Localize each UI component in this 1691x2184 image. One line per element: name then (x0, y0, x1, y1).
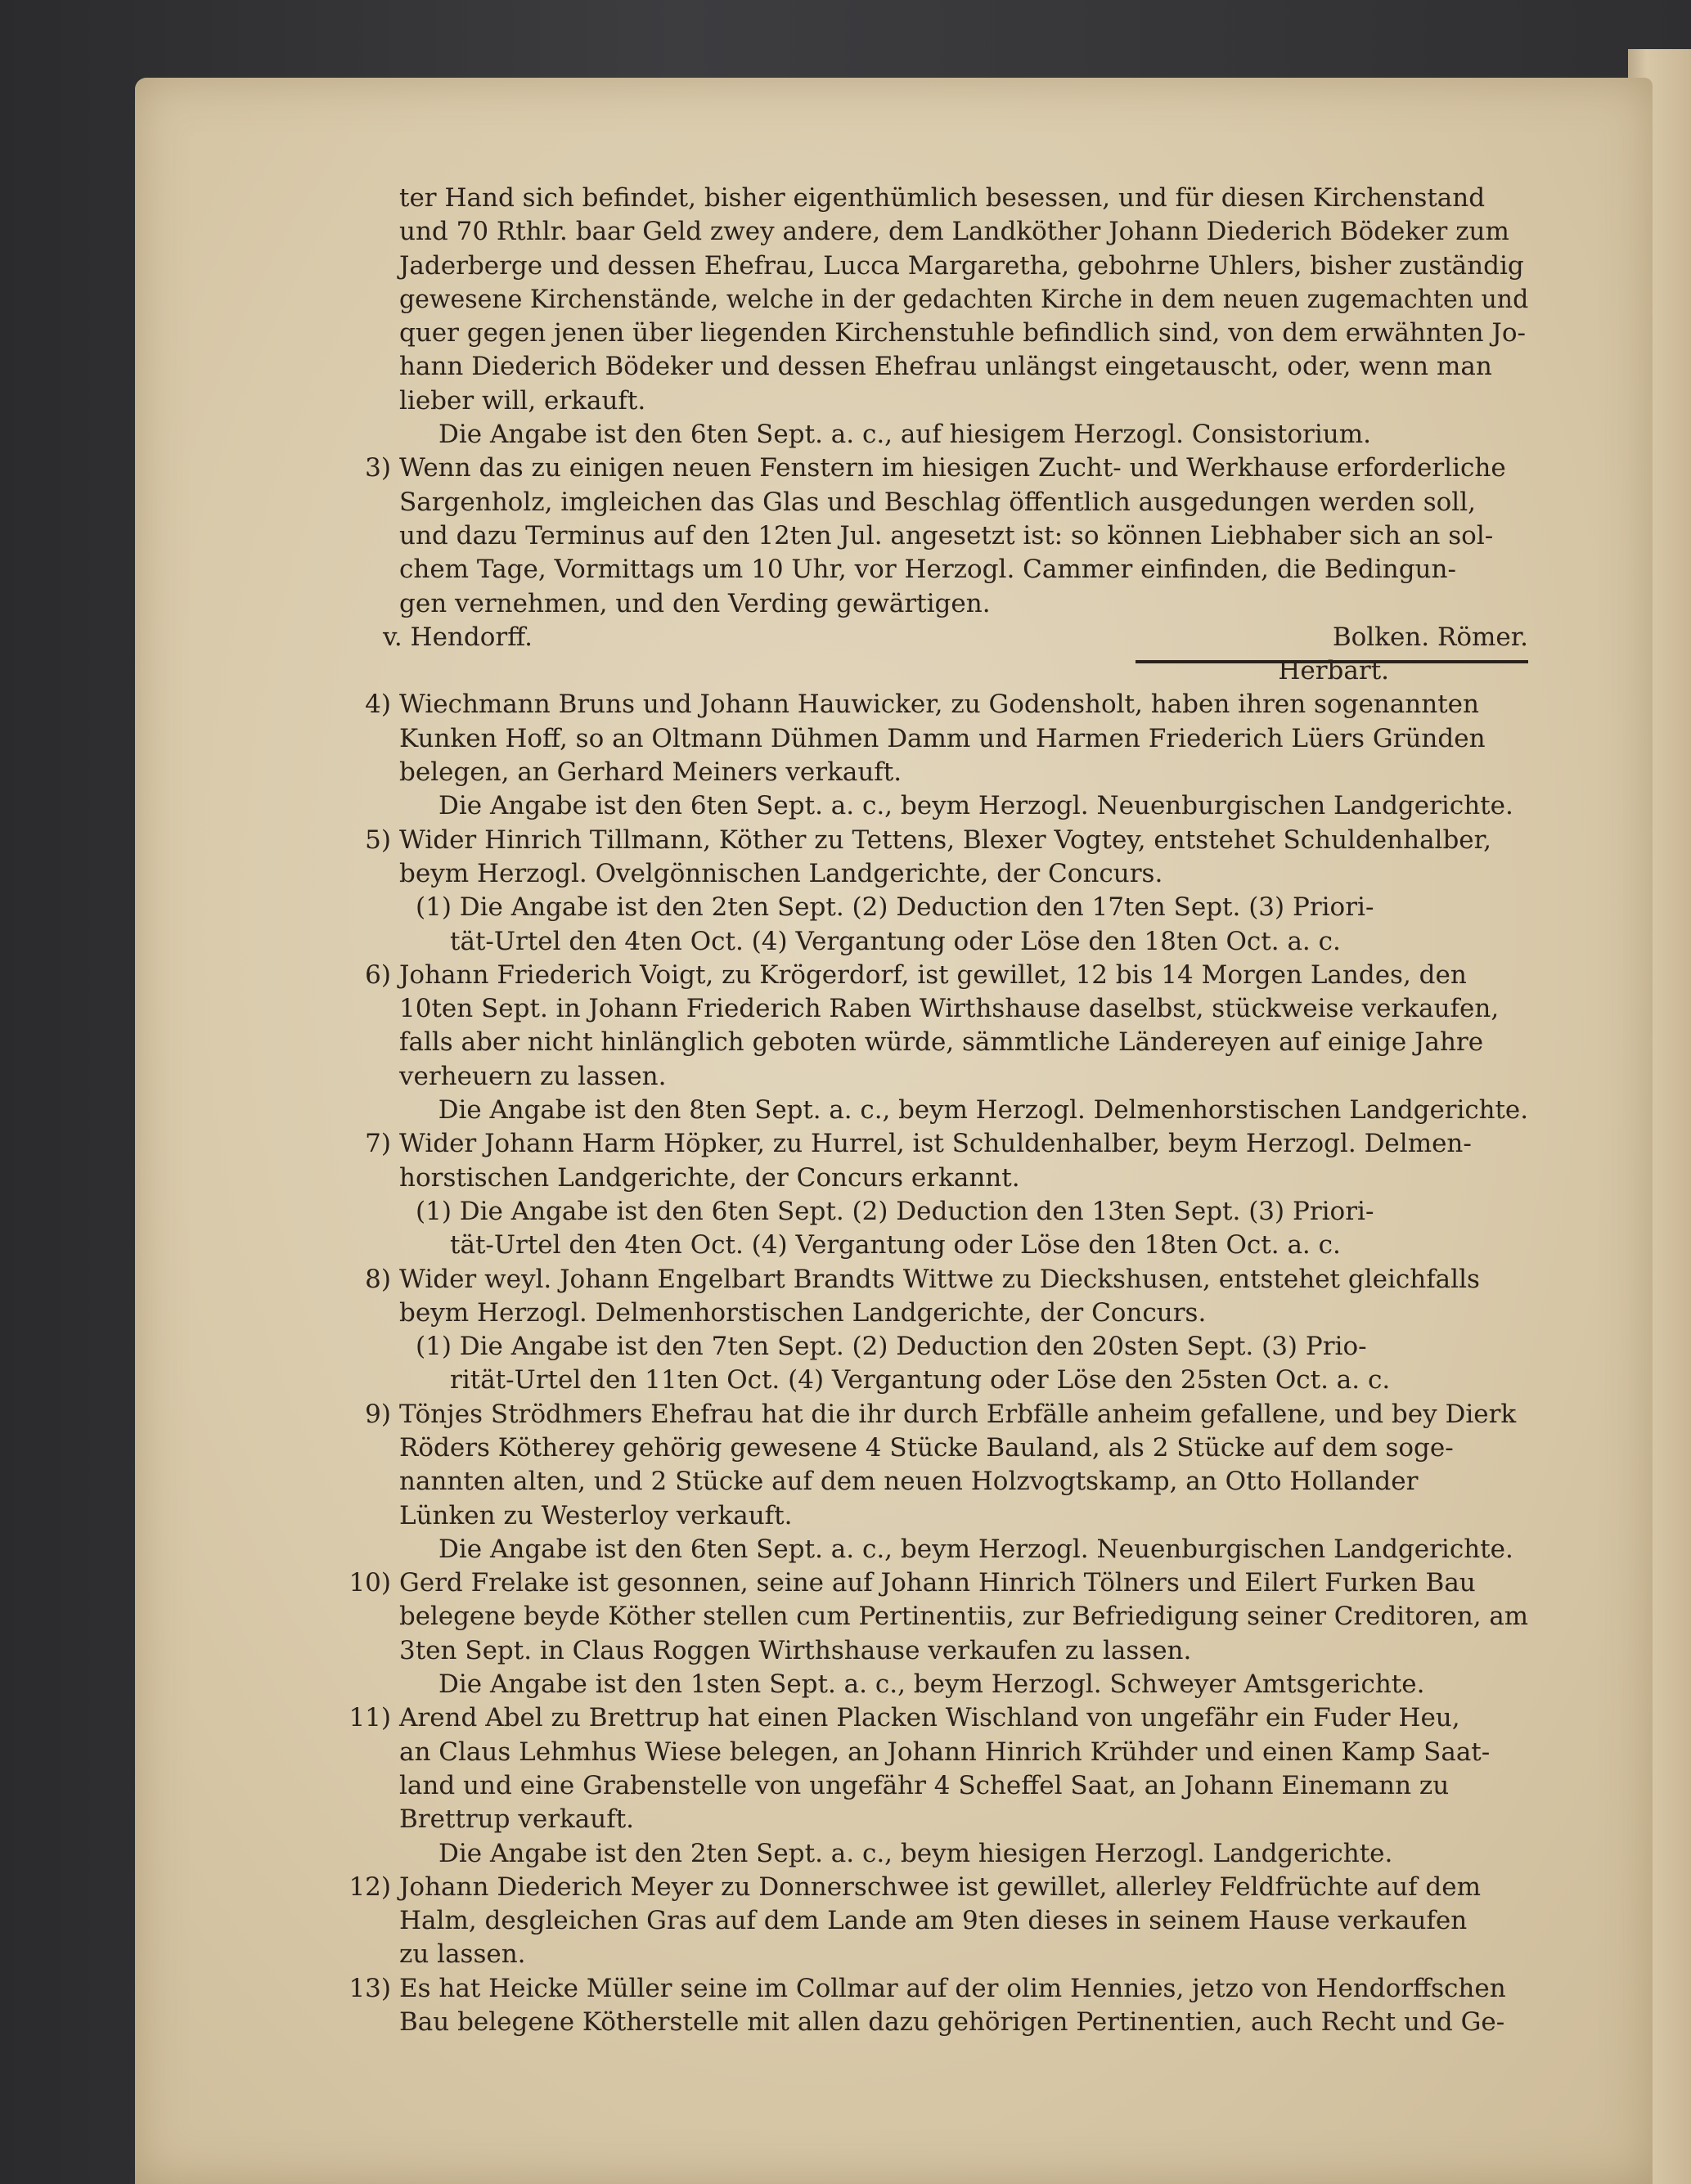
text-line: 10ten Sept. in Johann Friederich Raben Wirthshause daselbst, stückweise verkaufen, (399, 994, 1500, 1024)
text-line: Gerd Frelake ist gesonnen, seine auf Johann Hinrich Tölners und Eilert Furken Bau (399, 1568, 1476, 1598)
text-line: belegene beyde Köther stellen cum Pertinentiis, zur Befriedigung seiner Creditoren, am (399, 1602, 1529, 1632)
notice-item-7 (365, 1127, 1528, 1161)
text-line: horstischen Landgerichte, der Concurs erkannt. (399, 1162, 1020, 1193)
text-line: quer gegen jenen über liegenden Kirchenstuhle befindlich sind, von dem erwähnten Jo- (399, 318, 1526, 348)
angabe-line: Die Angabe ist den 6ten Sept. a. c., beym Herzogl. Neuenburgischen Landgerichte. (438, 1534, 1513, 1564)
text-line: Halm, desgleichen Gras auf dem Lande am 9ten dieses in seinem Hause verkaufen (399, 1906, 1468, 1936)
text-line: Brettrup verkauft. (399, 1804, 635, 1835)
schedule-line: (1) Die Angabe ist den 6ten Sept. (2) Deduction den 13ten Sept. (3) Priori- (416, 1196, 1374, 1226)
page-text (349, 182, 1529, 2039)
item-number: 8) (365, 1264, 391, 1294)
item-number: 3) (365, 453, 391, 483)
angabe-line: Die Angabe ist den 1sten Sept. a. c., beym Herzogl. Schweyer Amtsgerichte. (438, 1669, 1425, 1700)
signature-bottom: Herbart. (1278, 656, 1389, 686)
text-line: lieber will, erkauft. (399, 385, 646, 416)
text-line: Wiechmann Bruns und Johann Hauwicker, zu Godensholt, haben ihren sogenannten (399, 690, 1479, 720)
text-line: und dazu Terminus auf den 12ten Jul. angesetzt ist: so können Liebhaber sich an sol- (399, 520, 1494, 550)
text-line: belegen, an Gerhard Meiners verkauft. (399, 757, 902, 788)
notice-item-11 (349, 1701, 1528, 1735)
text-line: falls aber nicht hinlänglich geboten würde, sämmtliche Ländereyen auf einige Jahre (399, 1027, 1484, 1058)
text-line: Bau belegene Kötherstelle mit allen dazu gehörigen Pertinentien, auch Recht und Ge- (399, 2007, 1505, 2038)
notice-item-13 (349, 1972, 1528, 2006)
item-number: 11) (349, 1703, 391, 1733)
text-line: gen vernehmen, und den Verding gewärtigen. (399, 588, 991, 618)
text-line: an Claus Lehmhus Wiese belegen, an Johann Hinrich Krühder und einen Kamp Saat- (399, 1737, 1491, 1767)
text-line: Tönjes Strödhmers Ehefrau hat die ihr durch Erbfälle anheim gefallene, und bey Dierk (399, 1399, 1517, 1429)
text-line: und 70 Rthlr. baar Geld zwey andere, dem Landköther Johann Diederich Bödeker zum (399, 217, 1509, 247)
text-line: Kunken Hoff, so an Oltmann Dühmen Damm und Harmen Friederich Lüers Gründen (399, 723, 1486, 753)
text-line: verheuern zu lassen. (399, 1061, 667, 1091)
text-line: beym Herzogl. Delmenhorstischen Landgerichte, der Concurs. (399, 1297, 1207, 1328)
text-line: 3ten Sept. in Claus Roggen Wirthshause verkaufen zu lassen. (399, 1635, 1192, 1665)
notice-item-4 (365, 688, 1528, 721)
item-number: 5) (365, 825, 391, 855)
text-line: Lünken zu Westerloy verkauft. (399, 1500, 793, 1530)
schedule-line: (1) Die Angabe ist den 2ten Sept. (2) Deduction den 17ten Sept. (3) Priori- (416, 892, 1374, 923)
item-number: 6) (365, 959, 391, 990)
text-line: Jaderberge und dessen Ehefrau, Lucca Margaretha, gebohrne Uhlers, bisher zuständig (399, 250, 1524, 281)
notice-item-12 (349, 1871, 1528, 1904)
text-line: chem Tage, Vormittags um 10 Uhr, vor Herzogl. Cammer einfinden, die Bedingun- (399, 555, 1456, 585)
notice-item-5 (365, 824, 1528, 857)
notice-item-10 (349, 1566, 1528, 1600)
notice-item-9 (365, 1398, 1528, 1431)
text-line: Wider weyl. Johann Engelbart Brandts Wittwe zu Dieckshusen, entstehet gleichfalls (399, 1264, 1480, 1294)
text-line: Sargenholz, imgleichen das Glas und Beschlag öffentlich ausgedungen werden soll, (399, 487, 1476, 517)
item-number: 9) (365, 1399, 391, 1429)
item-number: 10) (349, 1568, 391, 1598)
angabe-line: Die Angabe ist den 2ten Sept. a. c., beym hiesigen Herzogl. Landgerichte. (438, 1838, 1393, 1868)
text-line: zu lassen. (399, 1939, 526, 1970)
text-line: ter Hand sich befindet, bisher eigenthümlich besessen, und für diesen Kirchenstand (399, 183, 1486, 213)
text-line: Wider Johann Harm Höpker, zu Hurrel, ist Schuldenhalber, beym Herzogl. Delmen- (399, 1129, 1472, 1159)
text-line: Wider Hinrich Tillmann, Köther zu Tettens, Blexer Vogtey, entstehet Schuldenhalber, (399, 825, 1491, 855)
item-number: 13) (349, 1973, 391, 2003)
item-number: 12) (349, 1872, 391, 1902)
text-line: nannten alten, und 2 Stücke auf dem neuen Holzvogtskamp, an Otto Hollander (399, 1467, 1419, 1497)
angabe-line: Die Angabe ist den 8ten Sept. a. c., beym Herzogl. Delmenhorstischen Landgerichte. (438, 1095, 1529, 1126)
signature-row (383, 621, 1528, 654)
schedule-line: tät-Urtel den 4ten Oct. (4) Vergantung oder Löse den 18ten Oct. a. c. (450, 926, 1341, 956)
text-line: Johann Diederich Meyer zu Donnerschwee ist gewillet, allerley Feldfrüchte auf dem (399, 1872, 1481, 1902)
schedule-line: rität-Urtel den 11ten Oct. (4) Vergantung oder Löse den 25sten Oct. a. c. (450, 1365, 1391, 1395)
angabe-line: Die Angabe ist den 6ten Sept. a. c., auf hiesigem Herzogl. Consistorium. (438, 420, 1371, 450)
notice-item-6 (365, 959, 1528, 992)
text-line: gewesene Kirchenstände, welche in der gedachten Kirche in dem neuen zugemachten und (399, 284, 1529, 314)
text-line: Wenn das zu einigen neuen Fenstern im hiesigen Zucht- und Werkhause erforderliche (399, 453, 1506, 483)
angabe-line: Die Angabe ist den 6ten Sept. a. c., beym Herzogl. Neuenburgischen Landgerichte. (438, 791, 1513, 821)
text-line: beym Herzogl. Ovelgönnischen Landgerichte, der Concurs. (399, 858, 1163, 888)
schedule-line: (1) Die Angabe ist den 7ten Sept. (2) Deduction den 20sten Sept. (3) Prio- (416, 1332, 1367, 1362)
notice-item-3 (365, 452, 1528, 485)
text-line: hann Diederich Bödeker und dessen Ehefrau unlängst eingetauscht, oder, wenn man (399, 352, 1492, 382)
text-line: Arend Abel zu Brettrup hat einen Placken Wischland von ungefähr ein Fuder Heu, (399, 1703, 1460, 1733)
text-line: Röders Kötherey gehörig gewesene 4 Stücke Bauland, als 2 Stücke auf dem soge- (399, 1432, 1454, 1463)
item-number: 7) (365, 1129, 391, 1159)
text-line: land und eine Grabenstelle von ungefähr 4 Scheffel Saat, an Johann Einemann zu (399, 1770, 1450, 1800)
item-number: 4) (365, 690, 391, 720)
signature-left: v. Hendorff. (383, 622, 533, 652)
text-line: Johann Friederich Voigt, zu Krögerdorf, ist gewillet, 12 bis 14 Morgen Landes, den (399, 959, 1467, 990)
notice-item-8 (365, 1263, 1528, 1296)
text-line: Es hat Heicke Müller seine im Collmar auf der olim Hennies, jetzo von Hendorffschen (399, 1973, 1506, 2003)
schedule-line: tät-Urtel den 4ten Oct. (4) Vergantung oder Löse den 18ten Oct. a. c. (450, 1230, 1341, 1261)
signature-right: Bolken. Römer. (1332, 622, 1528, 652)
